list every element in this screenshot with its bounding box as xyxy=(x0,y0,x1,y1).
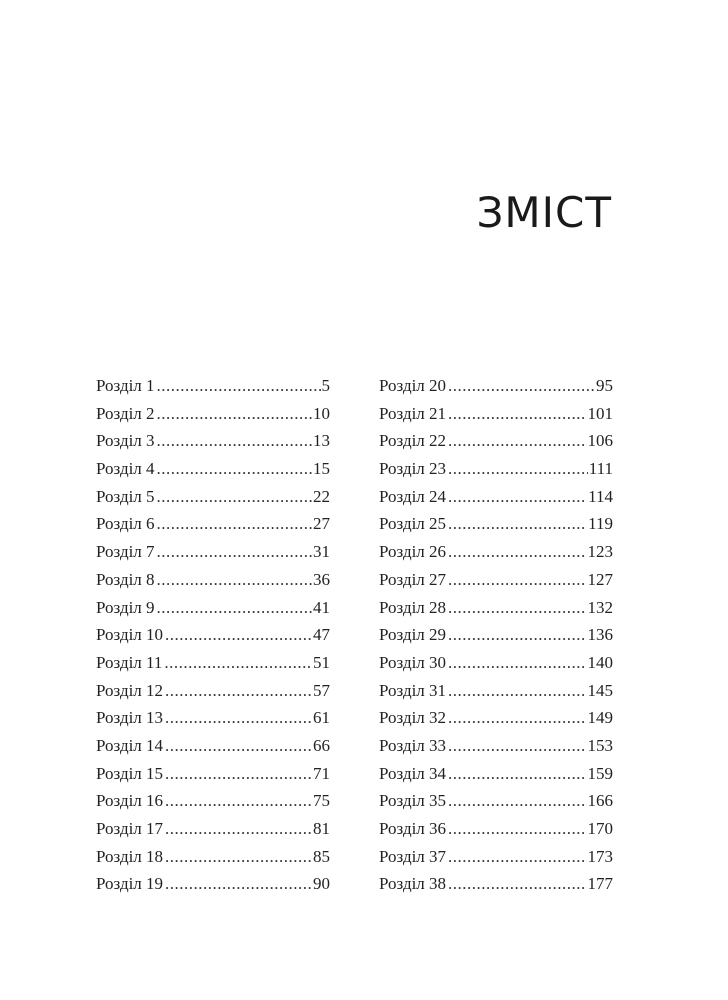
toc-entry-page-number: 13 xyxy=(313,431,330,451)
toc-entry-page-number: 119 xyxy=(588,514,613,534)
toc-entry-label: Розділ 21 xyxy=(379,403,447,423)
toc-entry xyxy=(96,815,330,843)
toc-leader-dots xyxy=(448,566,586,594)
toc-entry xyxy=(96,510,330,538)
toc-leader-dots xyxy=(448,760,586,788)
toc-leader-dots xyxy=(165,815,312,843)
toc-leader-dots xyxy=(157,427,312,455)
toc-leader-dots xyxy=(165,787,312,815)
toc-entry xyxy=(379,815,613,843)
toc-entry-page-number: 173 xyxy=(587,846,613,866)
toc-entry-label: Розділ 12 xyxy=(96,680,164,700)
toc-entry xyxy=(96,566,330,594)
toc-entry xyxy=(379,566,613,594)
toc-entry-page-number: 140 xyxy=(587,652,613,672)
toc-entry xyxy=(96,427,330,455)
toc-entry xyxy=(96,870,330,898)
toc-entry xyxy=(96,843,330,871)
toc-entry xyxy=(96,787,330,815)
toc-leader-dots xyxy=(448,843,586,871)
page-title: ЗМІСТ xyxy=(476,188,612,237)
toc-entry-page-number: 123 xyxy=(587,542,613,562)
toc-entry-page-number: 27 xyxy=(313,514,330,534)
toc-entry-label: Розділ 30 xyxy=(379,652,447,672)
toc-leader-dots xyxy=(448,704,586,732)
toc-entry xyxy=(379,400,613,428)
toc-leader-dots xyxy=(448,870,586,898)
toc-entry-label: Розділ 24 xyxy=(379,486,447,506)
toc-entry-label: Розділ 28 xyxy=(379,597,447,617)
toc-leader-dots xyxy=(165,870,312,898)
toc-entry xyxy=(379,455,613,483)
toc-entry-label: Розділ 5 xyxy=(96,486,155,506)
toc-entry-label: Розділ 22 xyxy=(379,431,447,451)
toc-entry-page-number: 177 xyxy=(587,874,613,894)
toc-entry-page-number: 145 xyxy=(587,680,613,700)
toc-entry xyxy=(379,787,613,815)
toc-entry xyxy=(379,870,613,898)
toc-leader-dots xyxy=(165,704,312,732)
toc-leader-dots xyxy=(448,372,595,400)
toc-entry-page-number: 5 xyxy=(321,376,330,395)
toc-entry-page-number: 136 xyxy=(587,625,613,645)
toc-entry-label: Розділ 13 xyxy=(96,708,164,728)
toc-entry-label: Розділ 15 xyxy=(96,763,164,783)
toc-entry-label: Розділ 8 xyxy=(96,569,155,589)
toc-entry xyxy=(379,704,613,732)
toc-leader-dots xyxy=(448,815,586,843)
toc-entry-label: Розділ 26 xyxy=(379,542,447,562)
toc-entry-label: Розділ 14 xyxy=(96,735,164,755)
toc-entry xyxy=(379,732,613,760)
toc-leader-dots xyxy=(157,455,312,483)
toc-entry xyxy=(379,843,613,871)
toc-entry-label: Розділ 27 xyxy=(379,569,447,589)
toc-leader-dots xyxy=(157,510,312,538)
toc-entry-label: Розділ 19 xyxy=(96,874,164,894)
toc-leader-dots xyxy=(448,455,588,483)
toc-entry-page-number: 159 xyxy=(587,763,613,783)
toc-entry-page-number: 127 xyxy=(587,569,613,589)
toc-leader-dots xyxy=(448,594,586,622)
toc-entry xyxy=(96,594,330,622)
toc-leader-dots xyxy=(448,483,587,511)
toc-entry-page-number: 22 xyxy=(313,486,330,506)
toc-leader-dots xyxy=(165,843,312,871)
toc-entry xyxy=(379,427,613,455)
toc-entry xyxy=(379,677,613,705)
toc-entry-page-number: 111 xyxy=(588,459,613,479)
toc-leader-dots xyxy=(448,732,586,760)
toc-entry xyxy=(96,760,330,788)
toc-entry-page-number: 47 xyxy=(313,625,330,645)
toc-entry xyxy=(379,649,613,677)
toc-entry-page-number: 166 xyxy=(587,791,613,811)
toc-entry-page-number: 101 xyxy=(587,403,613,423)
toc-leader-dots xyxy=(448,677,586,705)
toc-entry xyxy=(379,372,613,400)
toc-entry xyxy=(96,483,330,511)
toc-leader-dots xyxy=(157,594,312,622)
toc-entry-label: Розділ 36 xyxy=(379,819,447,838)
toc-entry-label: Розділ 10 xyxy=(96,625,164,645)
toc-entry-page-number: 153 xyxy=(587,735,613,755)
toc-entry-label: Розділ 17 xyxy=(96,819,164,838)
toc-entry-page-number: 106 xyxy=(587,431,613,451)
toc-entry-label: Розділ 34 xyxy=(379,763,447,783)
toc-entry-page-number: 114 xyxy=(588,486,613,506)
toc-entry xyxy=(96,677,330,705)
toc-entry-label: Розділ 7 xyxy=(96,542,155,562)
toc-entry-page-number: 36 xyxy=(313,569,330,589)
toc-entry-page-number: 85 xyxy=(313,846,330,866)
toc-entry-page-number: 15 xyxy=(313,459,330,479)
toc-entry-page-number: 66 xyxy=(313,735,330,755)
toc-entry-page-number: 31 xyxy=(313,542,330,562)
toc-entry xyxy=(96,649,330,677)
toc-entry-label: Розділ 1 xyxy=(96,376,155,395)
toc-entry-label: Розділ 20 xyxy=(379,376,447,395)
toc-entry xyxy=(379,538,613,566)
toc-entry-page-number: 57 xyxy=(313,680,330,700)
toc-entry-page-number: 61 xyxy=(313,708,330,728)
toc-entry xyxy=(379,483,613,511)
toc-entry xyxy=(379,760,613,788)
toc-leader-dots xyxy=(165,677,312,705)
toc-column-left xyxy=(96,372,330,898)
toc-leader-dots xyxy=(448,621,586,649)
toc-entry-page-number: 90 xyxy=(313,874,330,894)
toc-leader-dots xyxy=(157,372,321,400)
toc-entry-label: Розділ 9 xyxy=(96,597,155,617)
toc-entry-page-number: 170 xyxy=(587,819,613,838)
toc-entry xyxy=(96,372,330,400)
toc-entry-label: Розділ 29 xyxy=(379,625,447,645)
toc-entry-label: Розділ 23 xyxy=(379,459,447,479)
toc-leader-dots xyxy=(157,400,312,428)
toc-leader-dots xyxy=(165,732,312,760)
toc-entry-label: Розділ 31 xyxy=(379,680,447,700)
toc-entry xyxy=(96,732,330,760)
toc-column-right xyxy=(379,372,613,898)
toc-leader-dots xyxy=(157,566,312,594)
toc-leader-dots xyxy=(157,538,312,566)
toc-entry-label: Розділ 33 xyxy=(379,735,447,755)
toc-leader-dots xyxy=(448,510,587,538)
toc-entry-label: Розділ 18 xyxy=(96,846,164,866)
toc-entry-page-number: 51 xyxy=(313,652,330,672)
toc-leader-dots xyxy=(448,787,586,815)
toc-leader-dots xyxy=(165,621,312,649)
toc-entry-label: Розділ 35 xyxy=(379,791,447,811)
toc-entry-label: Розділ 16 xyxy=(96,791,164,811)
toc-entry xyxy=(96,400,330,428)
toc-entry-page-number: 71 xyxy=(313,763,330,783)
toc-entry-label: Розділ 11 xyxy=(96,652,163,672)
toc-entry-page-number: 81 xyxy=(313,819,330,838)
toc-entry xyxy=(379,510,613,538)
toc-entry-label: Розділ 3 xyxy=(96,431,155,451)
toc-entry-label: Розділ 2 xyxy=(96,403,155,423)
toc-entry-page-number: 95 xyxy=(596,376,613,395)
toc-entry xyxy=(379,594,613,622)
toc-entry-page-number: 10 xyxy=(313,403,330,423)
toc-entry-label: Розділ 6 xyxy=(96,514,155,534)
toc-entry-page-number: 75 xyxy=(313,791,330,811)
toc-entry-label: Розділ 37 xyxy=(379,846,447,866)
toc-entry-label: Розділ 25 xyxy=(379,514,447,534)
toc-leader-dots xyxy=(164,649,312,677)
toc-entry-label: Розділ 38 xyxy=(379,874,447,894)
toc-entry-page-number: 41 xyxy=(313,597,330,617)
toc-entry xyxy=(96,455,330,483)
toc-entry xyxy=(96,538,330,566)
toc-entry-label: Розділ 32 xyxy=(379,708,447,728)
toc-leader-dots xyxy=(448,649,586,677)
toc-leader-dots xyxy=(448,538,586,566)
toc-entry xyxy=(96,704,330,732)
toc-entry-label: Розділ 4 xyxy=(96,459,155,479)
toc-entry xyxy=(96,621,330,649)
toc-leader-dots xyxy=(448,427,586,455)
toc-leader-dots xyxy=(448,400,586,428)
toc-entry xyxy=(379,621,613,649)
toc-leader-dots xyxy=(157,483,312,511)
toc-leader-dots xyxy=(165,760,312,788)
toc-entry-page-number: 132 xyxy=(587,597,613,617)
toc-entry-page-number: 149 xyxy=(587,708,613,728)
